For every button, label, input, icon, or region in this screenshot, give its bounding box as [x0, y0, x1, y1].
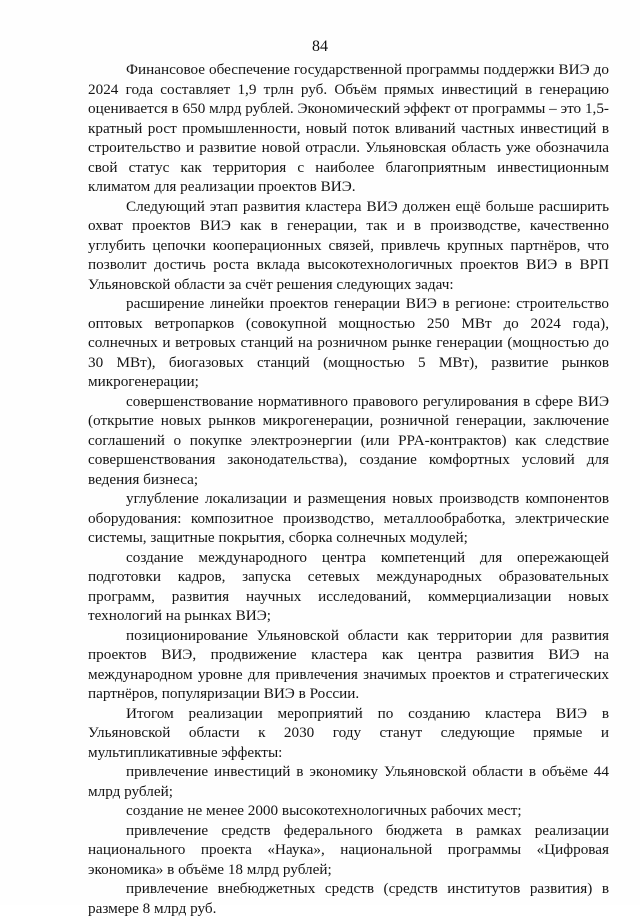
- task-competence-center: создание международного центра компетенций для опережающей подготовки кадров, запуска сетевых международных образовательных программ, развития научных исследований, коммерциализации новых технологий на рынках ВИЭ;: [88, 548, 609, 624]
- paragraph-financing: Финансовое обеспечение государственной программы поддержки ВИЭ до 2024 года составляет 1,9 трлн руб. Объём прямых инвестиций в генерацию оценивается в 650 млрд рублей. Экономический эффект от программы – это 1,5-кратный рост промышленности, новый поток вливаний частных инвестиций в строительство и развитие новой отрасли. Ульяновская область уже обозначила свой статус как территория с наиболее благоприятным инвестиционным климатом для реализации проектов ВИЭ.: [88, 61, 609, 195]
- effect-federal-budget: привлечение средств федерального бюджета в рамках реализации национального проекта «Наука», национальной программы «Цифровая экономика» в объёме 18 млрд рублей;: [88, 821, 609, 878]
- effect-investments: привлечение инвестиций в экономику Ульяновской области в объёме 44 млрд рублей;: [88, 763, 609, 800]
- document-body: [88, 60, 609, 918]
- task-generation-projects: расширение линейки проектов генерации ВИЭ в регионе: строительство оптовых ветропарков (совокупной мощностью 250 МВт до 2024 года), солнечных и ветровых станций на розничном рынке генерации (мощностью до 30 МВт), биогазовых станций (мощностью 5 МВт), развитие рынков микрогенерации;: [88, 295, 609, 390]
- task-localization: углубление локализации и размещения новых производств компонентов оборудования: композитное производство, металлообработка, электрические системы, защитные покрытия, сборка солнечных модулей;: [88, 490, 609, 546]
- effect-extrabudgetary: привлечение внебюджетных средств (средств институтов развития) в размере 8 млрд руб.: [88, 880, 609, 917]
- paragraph-results-intro: Итогом реализации мероприятий по созданию кластера ВИЭ в Ульяновской области к 2030 году станут следующие прямые и мультипликативные эффекты:: [88, 704, 609, 761]
- paragraph-next-stage: Следующий этап развития кластера ВИЭ должен ещё больше расширить охват проектов ВИЭ как в генерации, так и в производстве, качественно углубить цепочки кооперационных связей, привлечь крупных партнёров, что позволит достичь роста вклада высокотехнологичных проектов ВИЭ в ВРП Ульяновской области за счёт решения следующих задач:: [88, 197, 609, 293]
- task-regulation: совершенствование нормативного правового регулирования в сфере ВИЭ (открытие новых рынков микрогенерации, розничной генерации, заключение соглашений о покупке электроэнергии (или PPA-контрактов) как следствие совершенствования законодательства), создание комфортных условий для ведения бизнеса;: [88, 392, 609, 488]
- task-positioning: позиционирование Ульяновской области как территории для развития проектов ВИЭ, продвижение кластера как центра развития ВИЭ на международном уровне для привлечения значимых проектов и стратегических партнёров, популяризации ВИЭ в России.: [88, 626, 609, 702]
- effect-jobs: создание не менее 2000 высокотехнологичных рабочих мест;: [126, 802, 522, 819]
- page-number: 84: [312, 38, 328, 55]
